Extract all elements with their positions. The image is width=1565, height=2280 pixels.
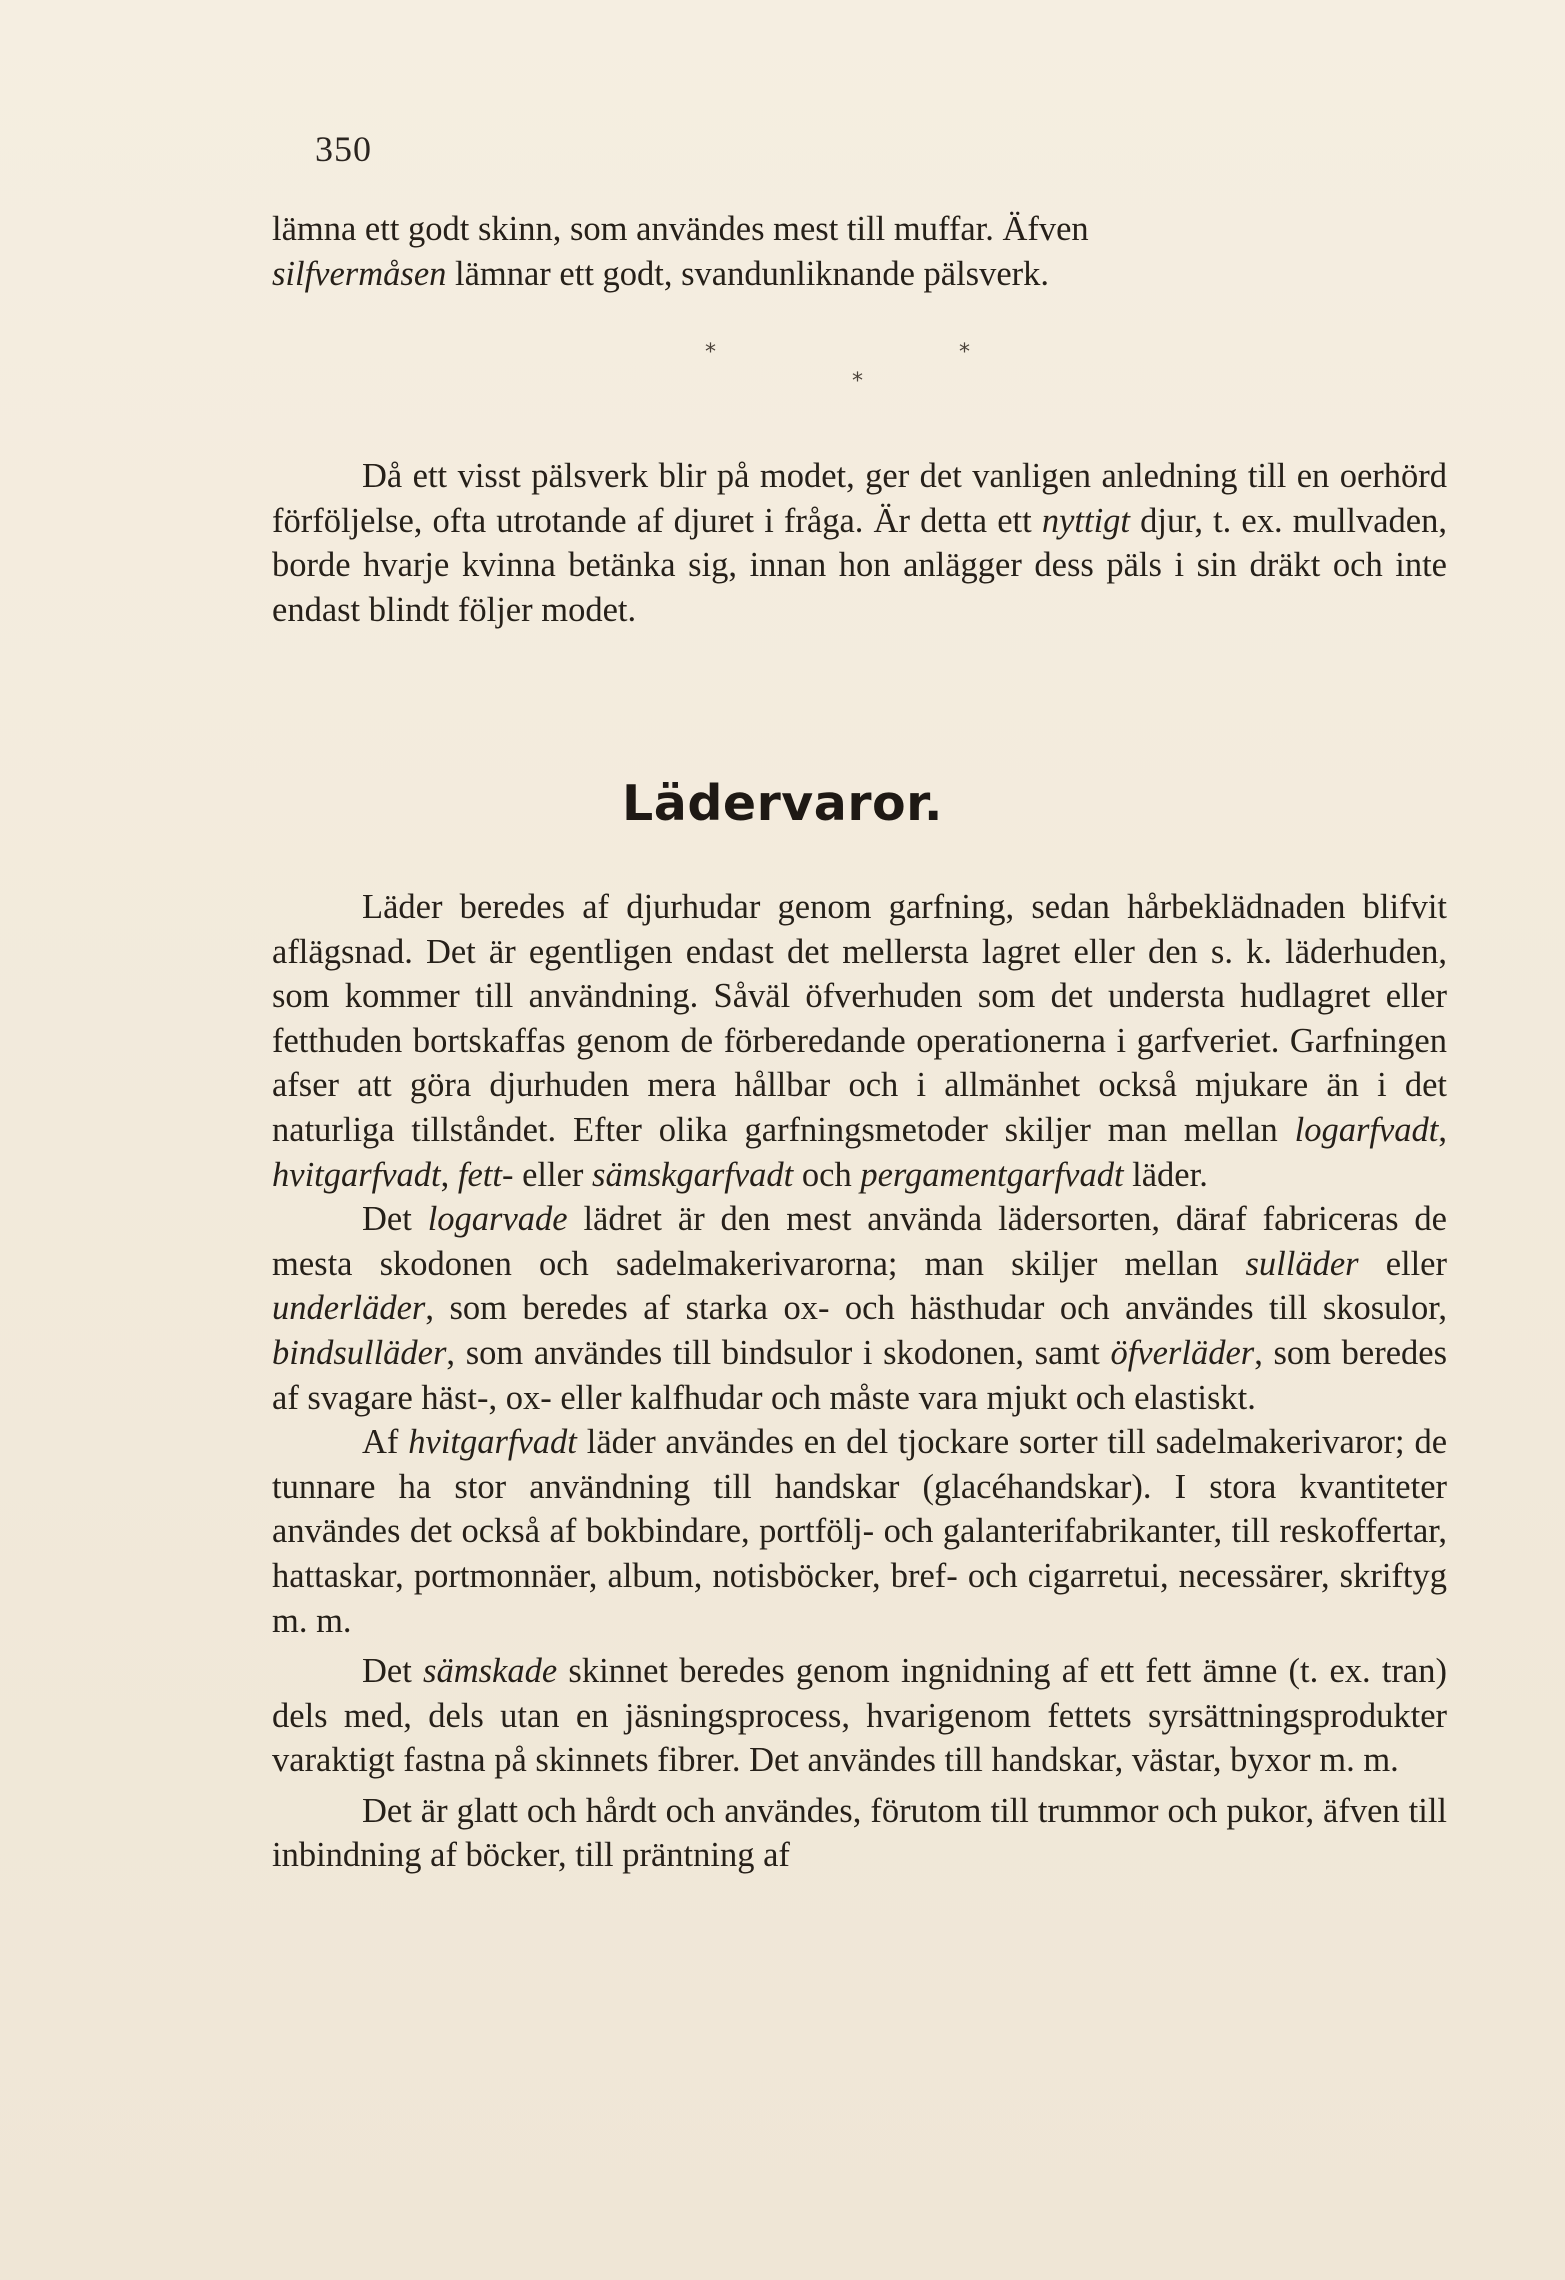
term-sullader: sulläder [1245,1244,1359,1283]
page-number: 350 [315,129,372,169]
intro-line1: lämna ett godt skinn, som användes mest till muffar. Äfven [272,210,1089,248]
leather-p2-text: eller [1358,1244,1447,1283]
leather-p2-text: , som användes till bindsulor i skodonen, samt [446,1333,1111,1372]
intro-text [272,207,1447,296]
leather-p2-text: lädret är den mest använda lädersorten, däraf fabriceras de mesta skodonen och sadelmakerivarorna; man skiljer mellan [272,1200,1447,1283]
leather-paragraph-5 [272,1789,1447,1878]
leather-p3-text: Af [362,1423,409,1462]
leather-p5-text: Det är glatt och hårdt och användes, förutom till trummor och pukor, äfven till inbindning af böcker, till präntning af [272,1791,1447,1875]
intro-paragraph [272,207,1447,296]
section-separator [0,340,1565,400]
fashion-italic-term: nyttigt [1041,501,1131,540]
term-ofverlader: öfverläder [1110,1333,1255,1372]
leather-p2-text: , som beredes af svagare häst-, ox- eller kalfhudar och måste vara mjukt och elastiskt. [272,1333,1447,1417]
term-samskgarfvadt: sämskgarfvadt [592,1155,794,1194]
leather-paragraph-4 [272,1649,1447,1783]
leather-paragraph-3 [272,1420,1447,1643]
fashion-text-part1: Då ett visst pälsverk blir på modet, ger det vanligen anledning till en oerhörd förföljelse, ofta utrotande af djuret i fråga. Är detta ett [272,457,1447,540]
separator-star-bottom: * [852,369,863,394]
separator-star-right: * [959,340,970,365]
leather-p1-text: Läder beredes af djurhudar genom garfning, sedan hårbeklädnaden blifvit aflägsnad. Det är egentligen endast det mellersta lagret eller den s. k. läderhuden, som kommer till användning. Såväl öfverhuden som det understa hudlagret eller fetthuden bortskaffas genom de förberedande operationerna i garfveriet. Garfningen afser att göra djurhuden mera hållbar och i allmänhet också mjukare än i det naturliga tillståndet. Efter olika garfningsmetoder skiljer man mellan [272,888,1447,1149]
fashion-paragraph [272,454,1447,632]
leather-p4-text: skinnet beredes genom ingnidning af ett fett ämne (t. ex. tran) dels med, dels utan en jäsningsprocess, hvarigenom fettets syrsättningsprodukter varaktigt fastna på skinnets fibrer. Det användes till handskar, västar, byxor m. m. [272,1652,1447,1780]
term-logarfvadt: logarfvadt [1294,1110,1439,1149]
leather-p1-end: läder. [1123,1155,1208,1194]
leather-p1-sep: , [440,1155,458,1194]
leather-p4-text: Det [362,1652,424,1691]
term-samskade: sämskade [423,1652,558,1691]
leather-paragraph-1 [272,885,1447,1197]
intro-italic-term: silfvermåsen [272,254,447,293]
term-bindsullader: bindsulläder [272,1333,447,1372]
term-fett: fett- [457,1155,514,1194]
leather-p1-sep: och [793,1155,861,1194]
leather-p1-sep: , [1438,1110,1447,1149]
separator-star-left: * [705,340,716,365]
leather-p1-sep: eller [513,1155,593,1194]
section-heading: Lädervaror. [622,775,943,832]
term-logarvade: logarvade [427,1200,568,1239]
leather-p2-text: , som beredes af starka ox- och hästhudar och användes till skosulor, [425,1289,1447,1328]
term-underlader: underläder [272,1289,426,1328]
intro-line2: lämnar ett godt, svandunliknande pälsverk. [446,254,1050,293]
leather-text [272,885,1447,1878]
term-hvitgarfvadt-2: hvitgarfvadt [408,1423,577,1462]
leather-p3-text: läder användes en del tjockare sorter till sadelmakerivaror; de tunnare ha stor användning till handskar (glacéhandskar). I stora kvantiteter användes det också af bokbindare, portfölj- och galanterifabrikanter, till reskoffertar, hattaskar, portmonnäer, album, notisböcker, bref- och cigarretui, necessärer, skriftyg m. m. [272,1423,1448,1640]
leather-paragraph-2 [272,1197,1447,1420]
leather-p2-text: Det [362,1200,428,1239]
term-pergamentgarfvadt: pergamentgarfvadt [860,1155,1124,1194]
term-hvitgarfvadt: hvitgarfvadt [272,1155,441,1194]
fashion-text-part2: djur, t. ex. mullvaden, borde hvarje kvinna betänka sig, innan hon anlägger dess päls i sin dräkt och inte endast blindt följer modet. [272,501,1447,629]
fashion-text [272,454,1447,632]
